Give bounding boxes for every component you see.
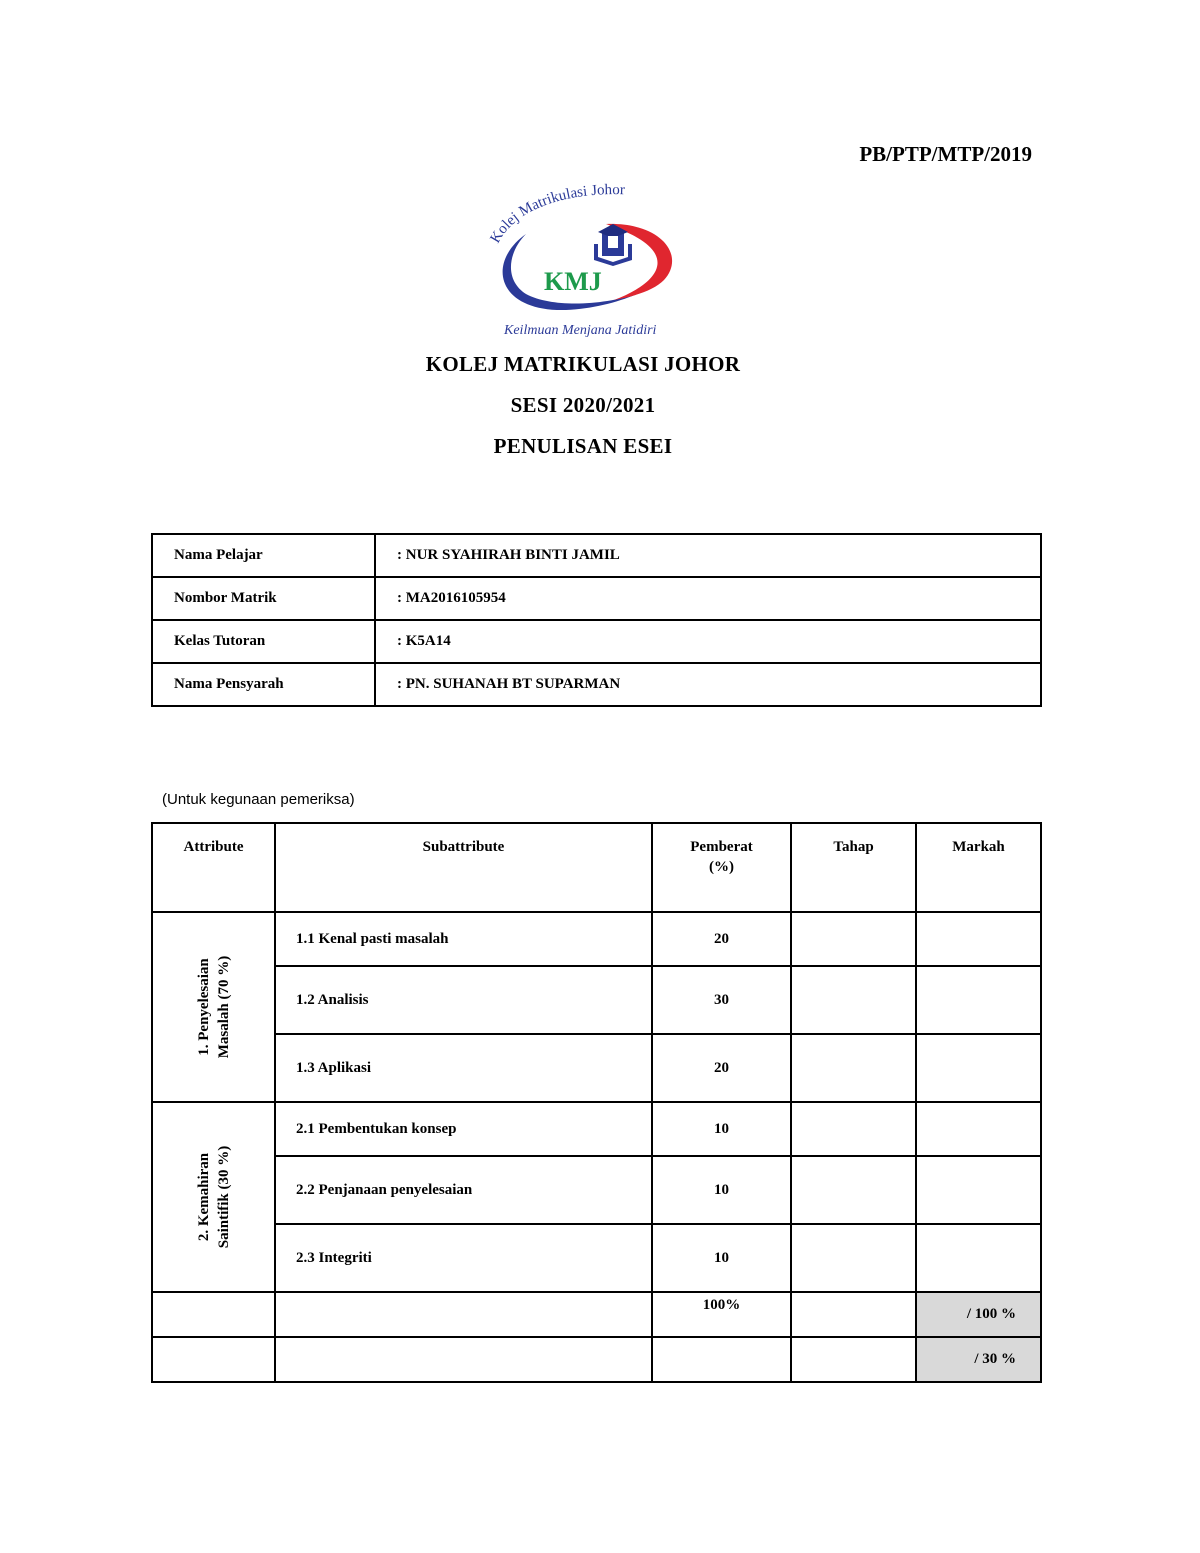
subattribute-label: 2.2 Penjanaan penyelesaian <box>275 1156 652 1224</box>
weight-value: 10 <box>652 1156 791 1224</box>
student-info-table <box>151 533 1042 707</box>
subattribute-label: 1.1 Kenal pasti masalah <box>275 912 652 966</box>
level-cell[interactable] <box>791 1156 916 1224</box>
rubric-header-row <box>152 823 1041 912</box>
table-row <box>152 1102 1041 1156</box>
table-row <box>152 1156 1041 1224</box>
header-marks: Markah <box>916 823 1041 912</box>
attribute-problem-solving: 1. Penyelesaian Masalah (70 %) <box>152 912 275 1102</box>
total-marks-cell[interactable]: / 100 % <box>916 1292 1041 1337</box>
college-title: KOLEJ MATRIKULASI JOHOR <box>425 352 741 376</box>
subattribute-label: 1.3 Aplikasi <box>275 1034 652 1102</box>
info-label: Nama Pensyarah <box>152 663 375 706</box>
weight-value: 30 <box>652 966 791 1034</box>
level-cell[interactable] <box>791 966 916 1034</box>
empty-cell <box>152 1337 275 1382</box>
total-weight: 100% <box>652 1292 791 1337</box>
subattribute-label: 2.1 Pembentukan konsep <box>275 1102 652 1156</box>
header-weight-line2: (%) <box>709 859 734 875</box>
total-row <box>152 1292 1041 1337</box>
empty-cell <box>652 1337 791 1382</box>
attribute-scientific-skills: 2. Kemahiran Saintifik (30 %) <box>152 1102 275 1292</box>
empty-cell <box>275 1292 652 1337</box>
weight-value: 20 <box>652 1034 791 1102</box>
weight-value: 10 <box>652 1224 791 1292</box>
header-subattribute: Subattribute <box>275 823 652 912</box>
weight-value: 10 <box>652 1102 791 1156</box>
info-row-matric-number <box>152 577 1041 620</box>
empty-cell <box>791 1337 916 1382</box>
info-value: : K5A14 <box>375 620 1041 663</box>
table-row <box>152 1034 1041 1102</box>
info-row-tutorial-class <box>152 620 1041 663</box>
marks-cell[interactable] <box>916 912 1041 966</box>
info-value: : PN. SUHANAH BT SUPARMAN <box>375 663 1041 706</box>
level-cell[interactable] <box>791 912 916 966</box>
info-row-lecturer-name <box>152 663 1041 706</box>
scaled-marks-cell[interactable]: / 30 % <box>916 1337 1041 1382</box>
table-row <box>152 966 1041 1034</box>
session-title: SESI 2020/2021 <box>510 393 656 417</box>
examiner-note: (Untuk kegunaan pemeriksa) <box>162 791 355 808</box>
level-cell[interactable] <box>791 1102 916 1156</box>
table-row <box>152 912 1041 966</box>
info-label: Kelas Tutoran <box>152 620 375 663</box>
level-cell[interactable] <box>791 1224 916 1292</box>
header-weight-line1: Pemberat <box>690 839 753 855</box>
info-value: : NUR SYAHIRAH BINTI JAMIL <box>375 534 1041 577</box>
marks-cell[interactable] <box>916 1102 1041 1156</box>
info-label: Nombor Matrik <box>152 577 375 620</box>
info-value: : MA2016105954 <box>375 577 1041 620</box>
table-row <box>152 1224 1041 1292</box>
logo-abbr: KMJ <box>544 267 602 296</box>
subject-title: PENULISAN ESEI <box>493 434 673 458</box>
header-weight <box>652 823 791 912</box>
header-level: Tahap <box>791 823 916 912</box>
marks-cell[interactable] <box>916 1224 1041 1292</box>
level-cell[interactable] <box>791 1034 916 1102</box>
subattribute-label: 1.2 Analisis <box>275 966 652 1034</box>
marks-cell[interactable] <box>916 1034 1041 1102</box>
weight-value: 20 <box>652 912 791 966</box>
empty-cell <box>152 1292 275 1337</box>
logo-motto: Keilmuan Menjana Jatidiri <box>504 323 657 338</box>
scaled-row <box>152 1337 1041 1382</box>
kmj-logo <box>486 182 682 342</box>
rubric-table <box>151 822 1042 1383</box>
header-attribute: Attribute <box>152 823 275 912</box>
empty-cell <box>791 1292 916 1337</box>
info-label: Nama Pelajar <box>152 534 375 577</box>
logo-arc-text: Kolej Matrikulasi Johor <box>487 182 626 246</box>
subattribute-label: 2.3 Integriti <box>275 1224 652 1292</box>
marks-cell[interactable] <box>916 1156 1041 1224</box>
info-row-student-name <box>152 534 1041 577</box>
document-reference-code: PB/PTP/MTP/2019 <box>859 142 1032 166</box>
marks-cell[interactable] <box>916 966 1041 1034</box>
empty-cell <box>275 1337 652 1382</box>
